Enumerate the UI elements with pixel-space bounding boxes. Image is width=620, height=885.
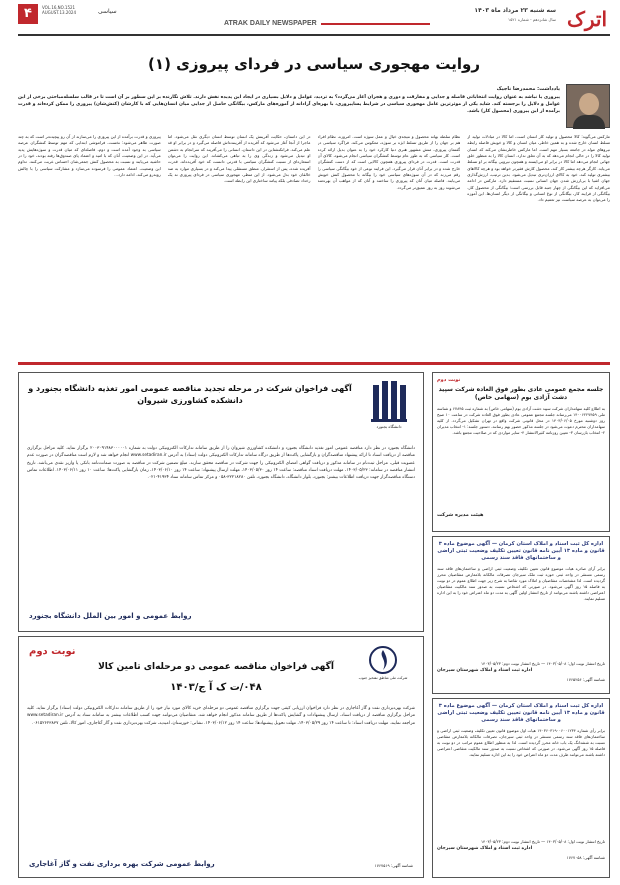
ad-body: دانشگاه بجنورد در نظر دارد مناقصه عمومی امور تغذیه دانشگاه بجنورد و دانشکده کشاورزی شیروان را از طریق سامانه تدارکات الکترونیکی دولت به شماره ۲۰۰۳۰۹۱۴۸۳۰۰۰۰۰۱ برگزار نماید. کلیه مراحل برگزاری مناقصه از دریافت اسناد تا ارائه پیشنهاد مناقصه‌گران و بازگشایی پاکت‌ها از طریق درگاه سامانه تدارکات الکترونیکی دولت (ستاد) به آدرس www.setadiran.ir انجام خواهد شد و لازم است مناقصه‌گران در صورت عدم عضویت قبلی، مراحل ثبت‌نام در سامانه مذکور و دریافت گواهی امضای الکترونیکی را جهت شرکت در مناقصه محقق سازند. مبلغ تضمین شرکت در مناقصه به صورت ضمانت‌نامه بانکی یا واریز نقدی می‌باشد. تاریخ انتشار مناقصه در سامانه: ۱۴۰۳/۰۵/۲۳، مهلت دریافت اسناد مناقصه: ساعت ۱۴ روز ۱۴۰۳/۰۵/۳۰، مهلت ارسال پیشنهاد: ساعت ۱۴ روز ۱۴۰۳/۰۶/۱۰، زمان بازگشایی پاکت‌ها: ساعت ۱۰ روز ۱۴۰۳/۰۶/۱۱. اطلاعات تماس دستگاه مناقصه‌گزار جهت دریافت اطلاعات بیشتر: بجنورد، بلوار دانشگاه، دانشگاه بجنورد، تلفن ۳۲۲۱۸۲۸۰-۰۵۸ و مرکز تماس سامانه ستاد ۴۱۹۳۴-۰۲۱.: [27, 446, 415, 481]
newspaper-logo: اترک: [566, 7, 608, 31]
article-column: در این داستان، حکایت آفرینش یک انسان توسط انسان دیگری نقل می‌شود. اما ماجرا از آنجا آغاز می‌شود که آفریده از آفریننده‌اش فاصله می‌گیرد و در برابر او قد علم می‌کند. فرانکنشتاین در این داستان، انسانی را می‌آفریند که سرانجام به دشمن او تبدیل می‌شود و زندگی وی را به تباهی می‌کشاند. این روایت را می‌توان استعاره‌ای از نسبت کنشگران سیاسی با قدرتی دانست که خود آفریده‌اند. قدرت آفریده شده، پس از استقرار، منطق مستقلی پیدا می‌کند و در بسیاری موارد به ضد خالقان خود بدل می‌شود. از این منظر، مهجوری سیاسی در فردای پیروزی نه یک رخداد تصادفی بلکه پیامد ساختاری این رابطه است.: [167, 134, 311, 184]
ad-title: آگهی فراخوان مناقصه عمومی دو مرحله‌ای تامین کالا: [98, 662, 334, 672]
ad-round-badge: نوبت دوم: [29, 646, 76, 657]
article-column: پیروزی و قدرت برآمده از این پیروزی را می‌سازند از آن رو پیچیده‌تر است که به چند صورت ظاهر می‌شود: نخست، فراموشی ابتدایی که مهم توسط کنشگران عرصه سیاسی به وجود آمده است و دوم، فاصله‌ای که میان قدرت و سوژه‌هایش پدید می‌آید. در این وضعیت، آنان که با امید و اعتماد پای صندوق‌ها رفته بودند، خود را در حاشیه می‌یابند و نسبت به محصول کنش جمعی‌شان احساس غربت می‌کنند. تداوم این وضعیت، اعتماد عمومی را فرسوده می‌سازد و مشارکت سیاسی را با چالش روبه‌رو می‌کند. ادامه دارد...: [18, 134, 161, 178]
ad-kerman-registry-2: [432, 698, 610, 878]
page-number: ۴: [18, 4, 38, 24]
ad-kerman-registry-1: [432, 536, 610, 694]
ad-body: برابر آرای صادره هیات موضوع قانون تعیین تکلیف وضعیت ثبتی اراضی و ساختمان‌های فاقد سند رسمی مستقر در واحد ثبتی حوزه ثبت ملک سیرجان تصرفات مالکانه بلامعارض متقاضیان محرز گردیده است. لذا مشخصات متقاضیان و املاک مورد تقاضا به شرح زیر جهت اطلاع عموم در دو نوبت به فاصله ۱۵ روز آگهی می‌شود. در صورتی که اشخاص نسبت به صدور سند مالکیت متقاضیان اعتراضی داشته باشند می‌توانند از تاریخ انتشار اولین آگهی به مدت دو ماه اعتراض خود را به این اداره تسلیم نمایند.: [437, 566, 605, 602]
university-logo: [361, 379, 417, 441]
ad-id: شناسه آگهی: ۱۷۶۷۵۱۹: [374, 862, 413, 868]
ad-aghajari-tender: [18, 636, 424, 878]
ad-body: شرکت بهره‌برداری نفت و گاز آغاجاری در نظر دارد فراخوان ارزیابی کیفی جهت برگزاری مناقصه عمومی دو مرحله‌ای خرید کالای مورد نیاز خود را از طریق سامانه تدارکات الکترونیکی دولت (ستاد) برگزار نماید. کلیه مراحل برگزاری مناقصه از دریافت اسناد، ارسال پیشنهادات و گشایش پاکت‌ها از طریق سامانه مذکور انجام خواهد شد. متقاضیان می‌توانند جهت کسب اطلاعات بیشتر به سامانه ستاد به آدرس www.setadiran.ir مراجعه نمایند. مهلت دریافت اسناد: تا ساعت ۱۴ روز ۱۴۰۳/۰۵/۲۹، مهلت تحویل پیشنهادها: ساعت ۱۴ روز ۱۴۰۳/۰۶/۱۲. نشانی: خوزستان، امیدیه، شرکت بهره‌برداری نفت و گاز آغاجاری، امور کالا، تلفن ۰۶۱۵۲۶۲۳۸۳۷.: [27, 706, 415, 726]
ad-footer: روابط عمومی شرکت بهره برداری نفت و گاز آغاجاری: [29, 859, 215, 868]
ad-footer: اداره ثبت اسناد و املاک شهرستان سیرجان: [437, 668, 533, 674]
issue-date: سه شنبه ۲۳ مرداد ماه ۱۴۰۳: [474, 7, 556, 14]
ad-body: برابر رأی شماره ۱۴۰۳۶۰۳۱۹۰۰۶۰۰۱۲۳۴ هیات اول موضوع قانون تعیین تکلیف وضعیت ثبتی اراضی و ساختمان‌های فاقد سند رسمی مستقر در واحد ثبتی سیرجان، تصرفات مالکانه بلامعارض متقاضی نسبت به ششدانگ یک باب خانه محرز گردیده است. لذا به منظور اطلاع عموم مراتب در دو نوبت به فاصله ۱۵ روز آگهی می‌شود. در صورتی که اشخاص نسبت به صدور سند مالکیت متقاضی اعتراضی داشته باشند می‌توانند ظرف مدت دو ماه اعتراض خود را به این اداره تسلیم نمایند.: [437, 728, 605, 758]
article-column: مارکس می‌گوید: کالا محصول و تولید کار انسان است، اما کالا در مبادلات تولید از تسلط انسان خارج شده و به همین خاطر، میان انسان و کالا و خویش فاصله رابطه نیروهای مولد در جامعه بسیار مهم است. اما مارکس خاطرنشان می‌کند که انسان تولید کالا را در حالی انجام می‌دهد که به آن تعلق ندارد. انسان کالا را به منظور خلق جهانی انجام می‌دهد اما کالا در برابر او می‌ایستد و همچون نیرویی بیگانه بر او تسلط می‌یابد. کارگر هرچه بیشتر کار کند، محصول کارش فقیرتر خواهد بود و هرچه کالاهای بیشتری تولید کند، خود به کالای ارزان‌تری تبدیل می‌شود. بدین ترتیب، ارزش‌گذاری جهان اشیا با بی‌ارزش شدن جهان انسانی نسبت مستقیم دارد. مارکس در ادامه می‌افزاید که این بیگانگی از چهار جنبه قابل بررسی است؛ بیگانگی از محصول کار، بیگانگی از فرایند کار، بیگانگی از نوع انسانی و بیگانگی از دیگر انسان‌ها. این آموزه را می‌توان به عرصه سیاست نیز تعمیم داد.: [467, 134, 610, 203]
date-block: [474, 7, 556, 22]
oil-company-logo: [351, 645, 415, 681]
ad-dates: تاریخ انتشار نوبت اول: ۱۴۰۳/۰۵/۰۸ — تاریخ انتشار نوبت دوم: ۱۴۰۳/۰۵/۲۳: [481, 661, 605, 667]
section-divider: [18, 362, 610, 365]
ad-title: جلسه مجمع عمومی عادی بطور فوق العاده شرکت سپید دشت آزادی بوم (سهامی خاص): [438, 385, 604, 401]
volume-info: VOL.16,NO.1521 AUGUST.13.2024: [42, 5, 77, 16]
ad-title: آگهی فراخوان شرکت در مرحله تجدید مناقصه عمومی امور تغذیه دانشگاه بجنورد و دانشکده کشاورزی شیروان: [28, 384, 352, 405]
ad-bojnurd-university: [18, 372, 424, 632]
section-label: سیاسی: [98, 8, 117, 15]
ad-id: شناسه آگهی: ۱۷۶۵۲۵۶: [566, 676, 605, 682]
article-columns: [18, 134, 610, 358]
ad-footer: روابط عمومی و امور بین الملل دانشگاه بجنورد: [29, 611, 192, 620]
ad-id: شناسه آگهی: ۱۷۶۷۰۵۸: [566, 854, 605, 860]
author-photo: [566, 84, 610, 128]
article-byline: یادداشت: محمدرضا ناجیک: [496, 86, 560, 92]
ad-dates: تاریخ انتشار نوبت اول: ۱۴۰۳/۰۵/۰۸ — تاریخ انتشار نوبت دوم: ۱۴۰۳/۰۵/۲۳: [481, 839, 605, 845]
university-logo-caption: دانشگاه بجنورد: [376, 424, 402, 430]
ad-round-badge: نوبت دوم: [437, 377, 461, 383]
ad-footer: هیئت مدیره شرکت: [437, 511, 484, 518]
ad-title: اداره کل ثبت اسناد و املاک استان کرمان — آگهی موضوع ماده ۳ قانون و ماده ۱۳ آیین نامه قانون تعیین تکلیف وضعیت ثبتی اراضی و ساختمانهای فاقد سند رسمی: [437, 703, 605, 724]
article-headline: روایت مهجوری سیاسی در فردای پیروزی (۱): [148, 55, 480, 73]
issue-number: سال شانزدهم - شماره ۱۵۲۱: [508, 17, 556, 23]
paper-name-line: [220, 18, 430, 30]
header-rule: [18, 34, 610, 36]
ad-title: اداره کل ثبت اسناد و املاک استان کرمان — آگهی موضوع ماده ۳ قانون و ماده ۱۳ آیین نامه قانون تعیین تکلیف وضعیت ثبتی اراضی و ساختمانهای فاقد سند رسمی: [437, 541, 605, 562]
ad-footer: اداره ثبت اسناد و املاک شهرستان سیرجان: [437, 846, 533, 852]
oil-flame-icon: [368, 645, 398, 675]
article-lead: پیروزی یا نباشد به عنوان روایت انتخاباتی فاصله و جدایی و مفارقت و دوری و هجران آغاز می‌گردد؟ به تردید، عوامل و دلایل بسیاری در ایجاد این پدیده نقش دارند. تلاش نگارنده بر این سطور بر آن است تا در قالب سلسله‌مباحثی برخی از این عوامل و دلایل را برجسته کند. شاید یکی از موثرترین عامل مهجوری سیاسی در شرایط پساپیروزی، با بهره‌ای آزادانه از آموزه‌های مارکس، بیگانگی حاصل از جدایی میان انسان‌هایی که با کارشان (کنش‌شان) پیروزی را ممکن کرده‌اند و قدرت برآمده از این پیروزی (محصول کار) باشد.: [18, 95, 560, 115]
ad-body: به اطلاع کلیه سهامداران شرکت سپید دشت آزادی بوم (سهامی خاص) به شماره ثبت ۶۷۸۴۵ و شناسه ملی ۱۴۰۰۶۲۲۷۴۵۹ می‌رساند جلسه مجمع عمومی عادی بطور فوق العاده شرکت در ساعت ۱۰ صبح روز دوشنبه مورخ ۱۴۰۳/۰۶/۰۵ در محل قانونی شرکت واقع در تهران تشکیل می‌گردد. از کلیه سهامداران محترم دعوت می‌شود در جلسه مذکور حضور بهم رسانند. دستور جلسه: ۱- انتخاب مدیران ۲- انتخاب بازرسان ۳- تعیین روزنامه کثیرالانتشار ۴- سایر مواردی که در صلاحیت مجمع باشد.: [437, 405, 605, 435]
paper-name: ATRAK DAILY NEWSPAPER: [224, 20, 317, 28]
university-emblem-icon: [369, 379, 409, 423]
page-header: [0, 0, 620, 50]
tender-code: ۰۴۸/ت ک آ ج/۱۴۰۳: [170, 682, 262, 693]
ad-general-assembly: [432, 372, 610, 532]
article-column: نظام سلطه بهانه محصول و نتیجه‌ی خیال و عمل سوژه است. امروزه، نظام افراد هم بر جهان را از طریق تسلط ابژه بر سوژه، معکوس می‌کند. فراگرد سیاسی در گفتمان پیروزی، منش مشهور هنری دنیا کارکرد خود را به عنوان بدیل ارائه کرده است. کار سیاسی که به طور عام توسط کنشگران سیاسی انجام می‌شود، کالای آن قدرت است. قدرت در فردای پیروزی همچون کالایی است که از دست کنشگران خارج شده و در برابر آنان قرار می‌گیرد. این فرایند نوعی از خود بیگانگی سیاسی را رقم می‌زند که در آن سوژه‌های سیاسی خود را بیگانه با محصول کنش خویش می‌یابند. فاصله میان آنان که پیروزی را ساختند و آنان که از مواهب آن بهره‌مند می‌شوند روز به روز عمیق‌تر می‌گردد.: [317, 134, 461, 190]
oil-logo-caption: شرکت ملی مناطق نفتخیز جنوب: [358, 676, 408, 681]
